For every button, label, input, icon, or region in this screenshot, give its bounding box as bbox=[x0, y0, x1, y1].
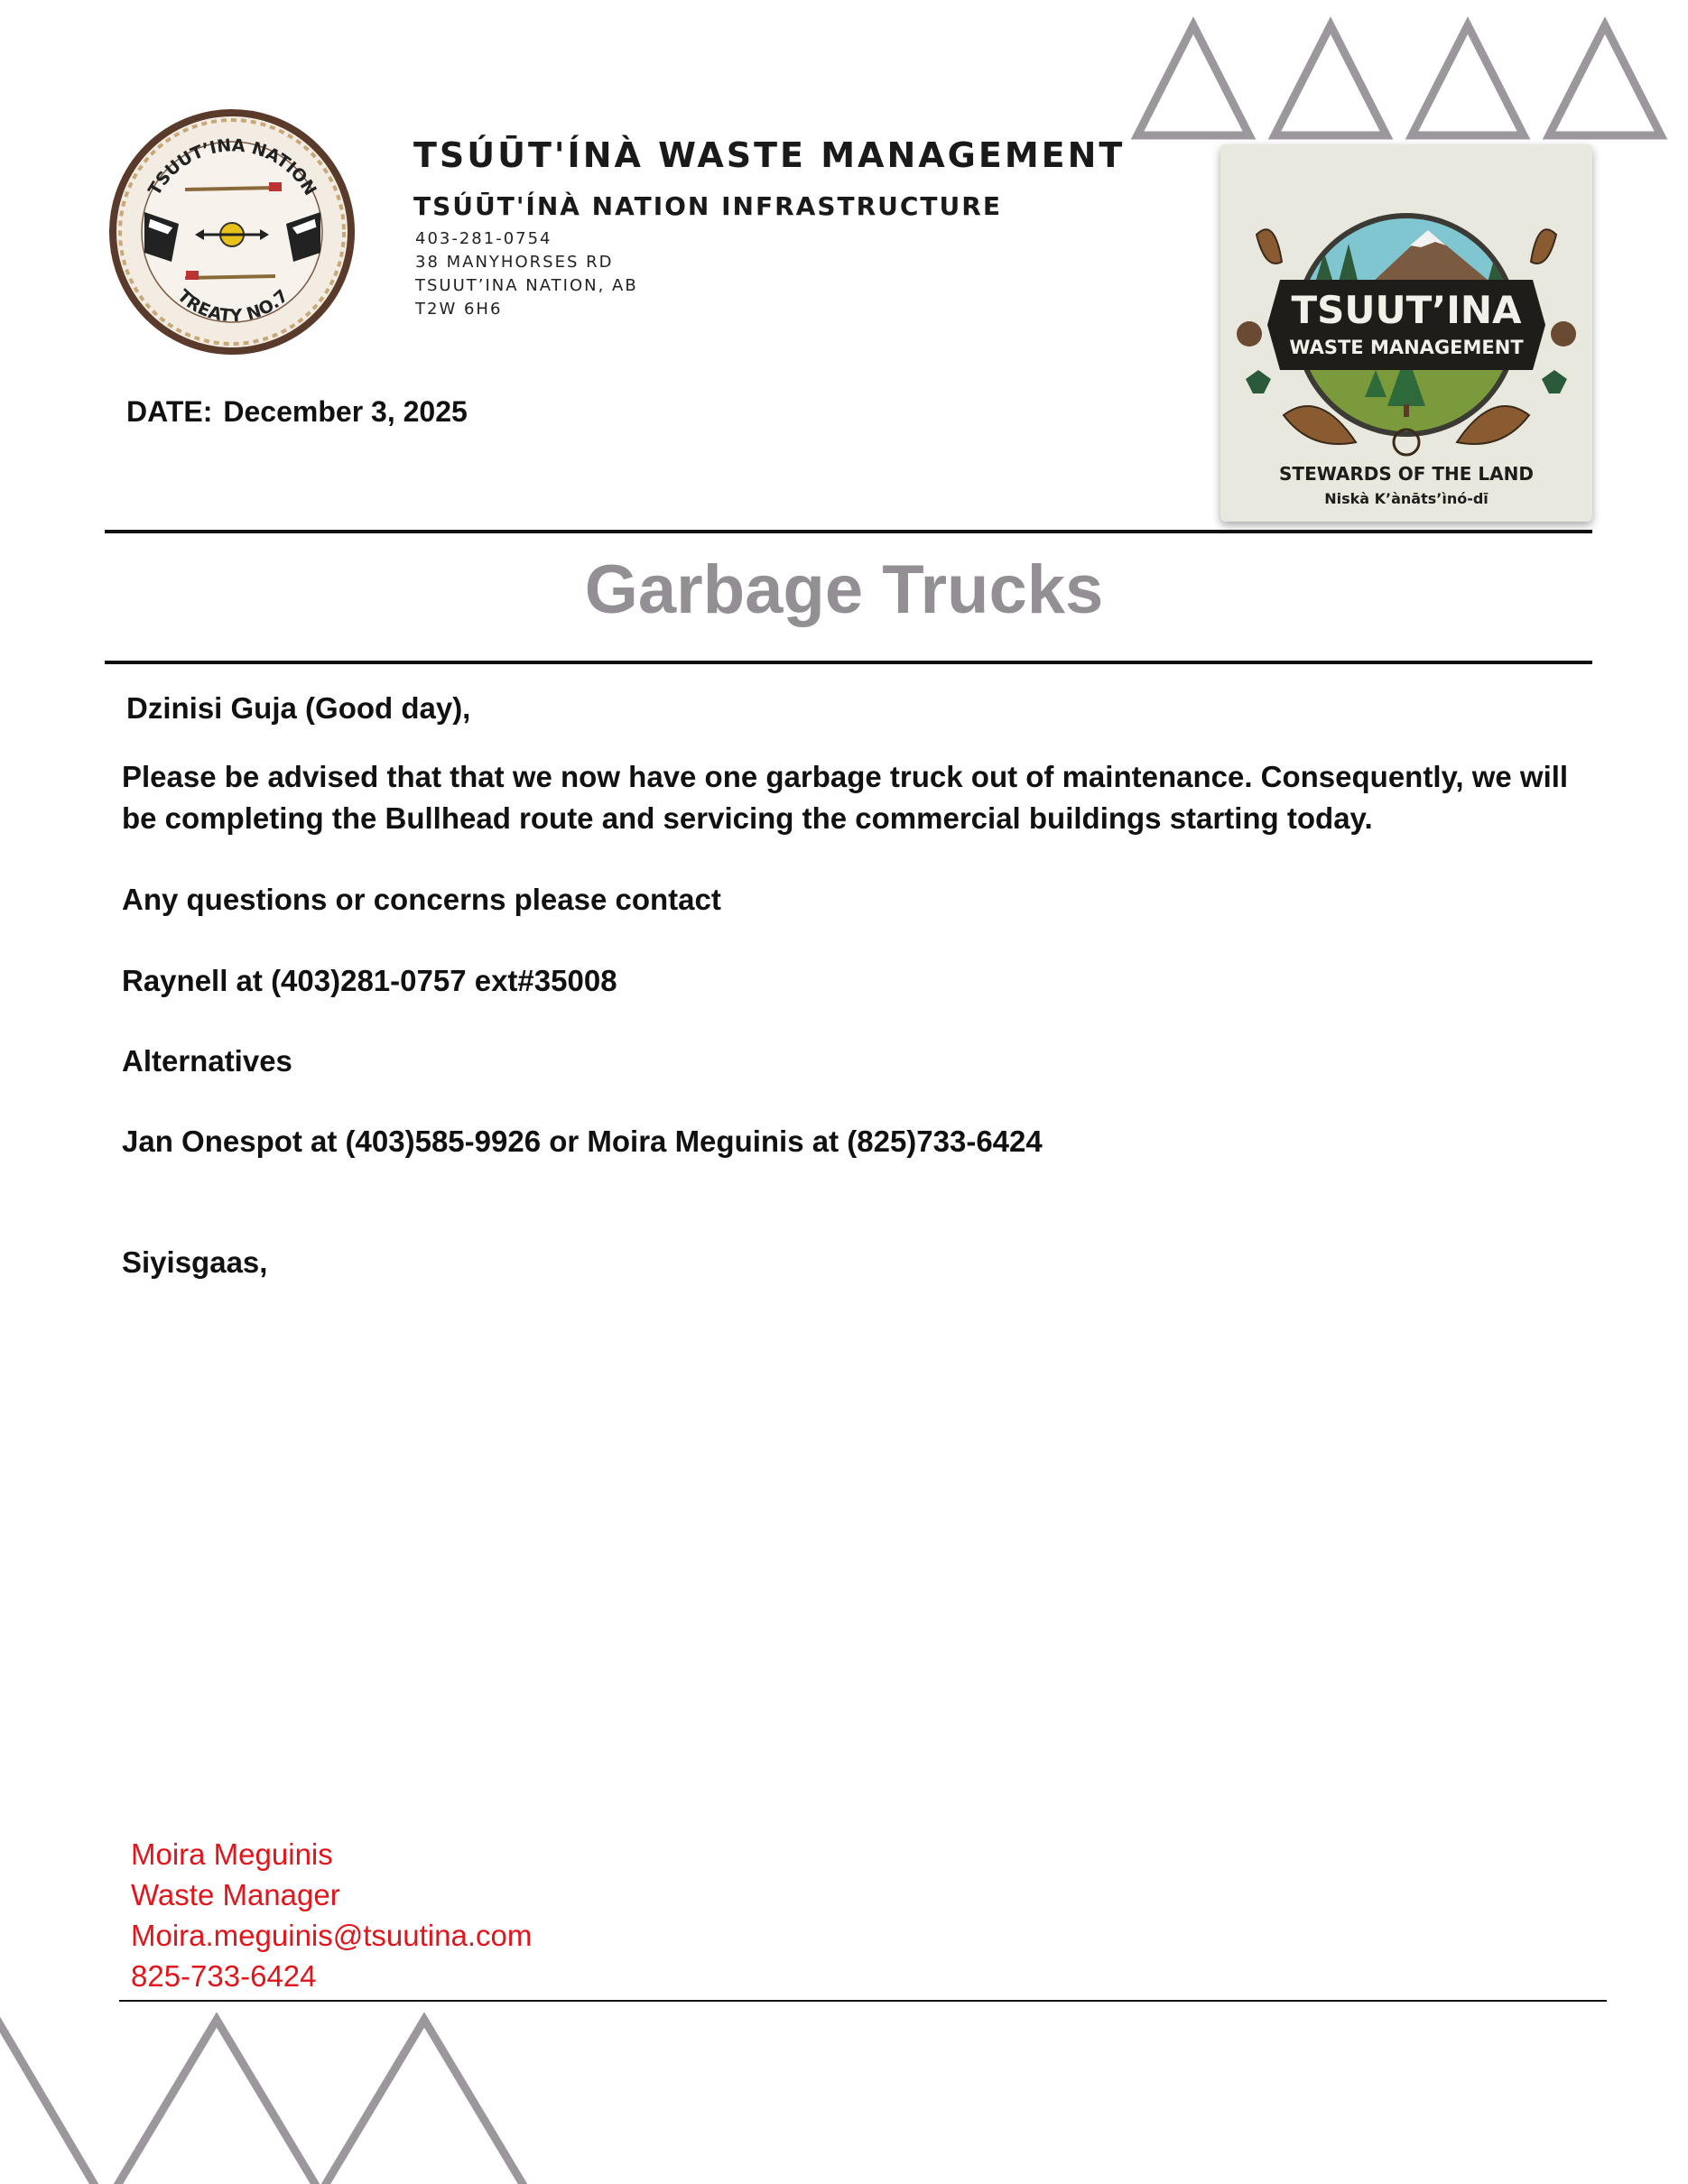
signature-name: Moira Meguinis bbox=[131, 1837, 333, 1871]
feather-icon bbox=[1531, 229, 1556, 264]
triangle-shape bbox=[320, 2020, 528, 2184]
notice-paragraph: Please be advised that that we now have one garbage truck out of maintenance. Consequently, we will be completing the Bullhead route and servicing the commercial buildings starting today. bbox=[122, 760, 1569, 835]
logo-subtitle: WASTE MANAGEMENT bbox=[1289, 337, 1524, 358]
header-postal-code: T2W 6H6 bbox=[415, 300, 503, 319]
footer-divider bbox=[119, 2000, 1607, 2002]
logo-native-motto: Niskà K’ànāts’ìnó-dī bbox=[1324, 490, 1489, 507]
triangle-shape bbox=[1412, 25, 1524, 135]
signature-title: Waste Manager bbox=[131, 1878, 340, 1911]
header-city: TSUUT’INA NATION, AB bbox=[415, 276, 638, 295]
alternative-contacts: Jan Onespot at (403)585-9926 or Moira Meguinis at (825)733-6424 bbox=[122, 1124, 1043, 1158]
logo-title: TSUUT’INA bbox=[1291, 288, 1522, 332]
seal-top-text: TSUUT’INA NATION bbox=[144, 135, 320, 199]
tsuutina-nation-seal bbox=[108, 108, 357, 356]
bottom-triangle-decoration bbox=[0, 2013, 542, 2184]
triangle-shape bbox=[1137, 25, 1249, 135]
page-title: Garbage Trucks bbox=[584, 551, 1104, 628]
date-value: December 3, 2025 bbox=[223, 395, 468, 428]
alternatives-label: Alternatives bbox=[122, 1044, 292, 1078]
organization-subtitle: TSÚŪT'ÍNÀ NATION INFRASTRUCTURE bbox=[413, 191, 1002, 221]
seal-bottom-text: TREATY NO.7 bbox=[173, 285, 292, 327]
header-phone: 403-281-0754 bbox=[415, 229, 552, 248]
top-triangle-decoration bbox=[1119, 9, 1688, 144]
contact-intro: Any questions or concerns please contact bbox=[122, 883, 721, 916]
logo-illustration bbox=[1220, 144, 1592, 522]
recycle-icon bbox=[1246, 370, 1271, 393]
date-label: DATE: bbox=[126, 395, 213, 428]
signature-phone: 825-733-6424 bbox=[131, 1959, 317, 1993]
title-divider bbox=[105, 661, 1592, 664]
header-street: 38 MANYHORSES RD bbox=[415, 253, 614, 272]
top-divider bbox=[105, 530, 1592, 533]
triangle-shape bbox=[1275, 25, 1387, 135]
ornament-icon bbox=[1551, 321, 1576, 347]
triangle-shape bbox=[113, 2020, 320, 2184]
feather-icon bbox=[1257, 229, 1282, 264]
organization-name: TSÚŪT'ÍNÀ WASTE MANAGEMENT bbox=[413, 135, 1126, 175]
closing: Siyisgaas, bbox=[122, 1245, 268, 1279]
signature-email[interactable]: Moira.meguinis@tsuutina.com bbox=[131, 1919, 533, 1952]
logo-motto: STEWARDS OF THE LAND bbox=[1279, 463, 1534, 485]
greeting: Dzinisi Guja (Good day), bbox=[126, 691, 471, 725]
triangle-shape bbox=[0, 2017, 99, 2184]
date-row bbox=[126, 395, 478, 429]
primary-contact: Raynell at (403)281-0757 ext#35008 bbox=[122, 964, 617, 997]
recycle-icon bbox=[1542, 370, 1567, 393]
triangle-shape bbox=[1549, 25, 1661, 135]
waste-management-logo bbox=[1220, 144, 1592, 522]
ornament-icon bbox=[1237, 321, 1262, 347]
